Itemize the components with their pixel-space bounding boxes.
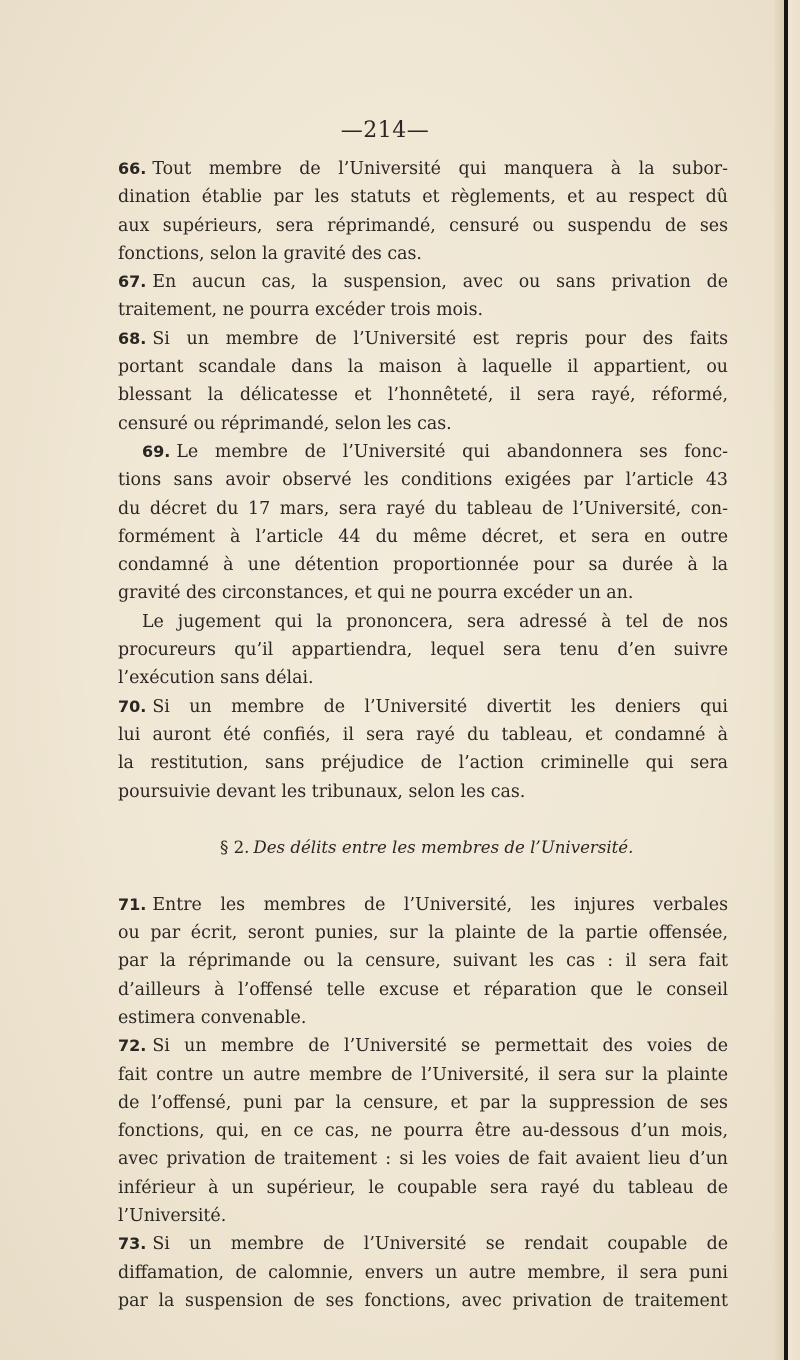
page-binding-line	[784, 0, 788, 1360]
text-line: ou par écrit, seront punies, sur la plainte de la partie offensée,	[118, 923, 728, 944]
text-line: diffamation, de calomnie, envers un autre membre, il sera puni	[118, 1262, 728, 1283]
text-line: dination établie par les statuts et règlements, et au respect dû	[118, 187, 728, 208]
article-number: 72.	[118, 1036, 147, 1056]
text-line: par la suspension de ses fonctions, avec privation de traitement	[118, 1290, 728, 1311]
article-number: 70.	[118, 696, 147, 716]
text-line: la restitution, sans préjudice de l’action criminelle qui sera	[118, 753, 728, 774]
text-line: 73. Si un membre de l’Université se rendait coupable de	[118, 1234, 728, 1255]
text-line: formément à l’article 44 du même décret, et sera en outre	[118, 526, 728, 547]
text-line: poursuivie devant les tribunaux, selon les cas.	[118, 781, 526, 802]
text-line: 66. Tout membre de l’Université qui manquera à la subor-	[118, 159, 728, 179]
text-line: aux supérieurs, sera réprimandé, censuré ou suspendu de ses	[118, 215, 728, 236]
spacer	[118, 806, 728, 834]
text-line: estimera convenable.	[118, 1007, 307, 1028]
text-line: Le jugement qui la prononcera, sera adressé à tel de nos	[142, 611, 728, 632]
text-line: inférieur à un supérieur, le coupable sera rayé du tableau de	[118, 1177, 728, 1198]
article-number: 68.	[118, 328, 147, 348]
text-line: lui auront été confiés, il sera rayé du tableau, et condamné à	[118, 724, 728, 745]
text-line: avec privation de traitement : si les voies de fait avaient lieu d’un	[118, 1149, 728, 1170]
section-number: § 2.	[220, 838, 250, 858]
section-heading	[118, 834, 728, 862]
spacer	[118, 862, 728, 890]
text-line: 67. En aucun cas, la suspension, avec ou sans privation de	[118, 272, 728, 293]
text-line: fait contre un autre membre de l’Université, il sera sur la plainte	[118, 1064, 728, 1085]
text-line: procureurs qu’il appartiendra, lequel sera tenu d’en suivre	[118, 640, 728, 661]
text-line: censuré ou réprimandé, selon les cas.	[118, 413, 452, 434]
article-number: 66.	[118, 159, 147, 178]
text-line: 68. Si un membre de l’Université est repris pour des faits	[118, 328, 728, 349]
text-line: tions sans avoir observé les conditions exigées par l’article 43	[118, 470, 728, 491]
text-line: 72. Si un membre de l’Université se permettait des voies de	[118, 1036, 728, 1057]
text-line: fonctions, qui, en ce cas, ne pourra être au-dessous d’un mois,	[118, 1121, 728, 1142]
text-line: fonctions, selon la gravité des cas.	[118, 243, 422, 264]
text-line: gravité des circonstances, et qui ne pourra excéder un an.	[118, 583, 634, 604]
text-line: traitement, ne pourra excéder trois mois.	[118, 300, 484, 321]
text-line: blessant la délicatesse et l’honnêteté, il sera rayé, réformé,	[118, 385, 728, 406]
text-line: 71. Entre les membres de l’Université, les injures verbales	[118, 894, 728, 915]
section-title: Des délits entre les membres de l’Université.	[253, 838, 634, 858]
text-line: portant scandale dans la maison à laquelle il appartient, ou	[118, 357, 728, 378]
article-number: 69.	[142, 441, 171, 461]
page-number: —214—	[340, 118, 430, 143]
text-line: l’Université.	[118, 1205, 227, 1226]
text-line: 69. Le membre de l’Université qui abandonnera ses fonc-	[142, 441, 728, 462]
article-number: 73.	[118, 1234, 147, 1254]
text-line: de l’offensé, puni par la censure, et par la suppression de ses	[118, 1092, 728, 1113]
text-line: du décret du 17 mars, sera rayé du tableau de l’Université, con-	[118, 498, 728, 519]
article-number: 71.	[118, 894, 147, 914]
text-line: 70. Si un membre de l’Université divertit les deniers qui	[118, 696, 728, 717]
text-line: d’ailleurs à l’offensé telle excuse et réparation que le conseil	[118, 979, 728, 1000]
text-line: l’exécution sans délai.	[118, 668, 314, 689]
text-line: par la réprimande ou la censure, suivant les cas : il sera fait	[118, 951, 728, 972]
body-text	[118, 155, 728, 1315]
article-number: 67.	[118, 272, 147, 292]
text-line: condamné à une détention proportionnée pour sa durée à la	[118, 555, 728, 576]
